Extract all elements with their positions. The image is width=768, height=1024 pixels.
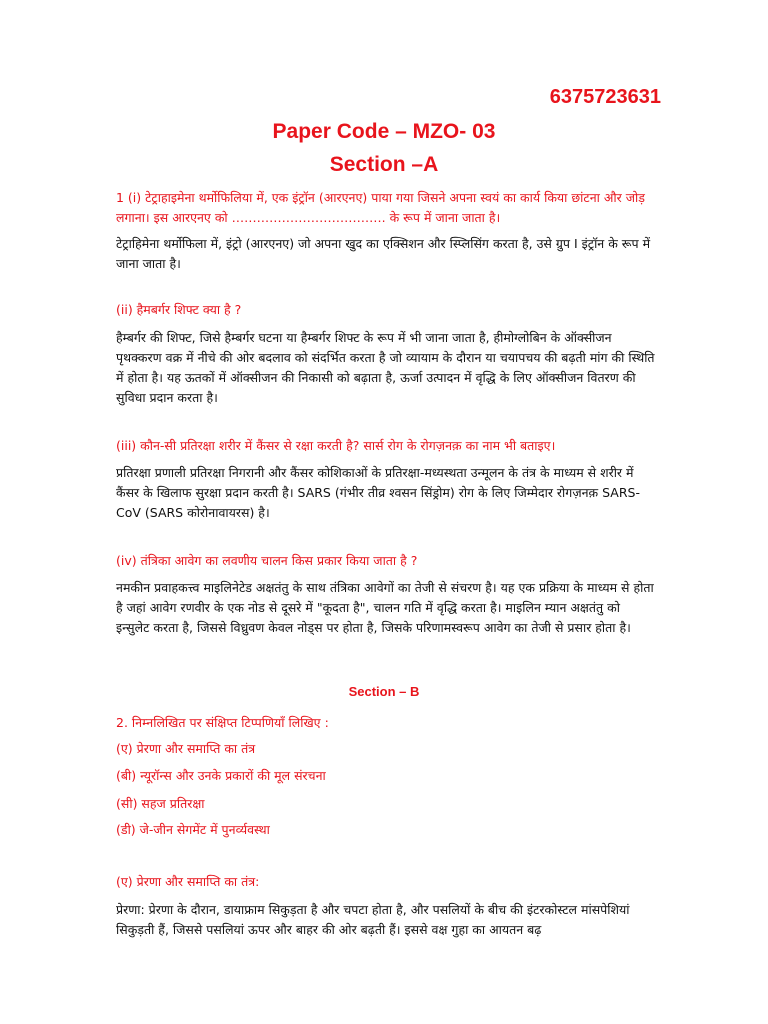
list-item: (ए) प्रेरणा और समाप्ति का तंत्र [116, 741, 256, 756]
question-1 [116, 188, 656, 228]
section-b-question [116, 713, 656, 733]
subheading-text: (ए) प्रेरणा और समाप्ति का तंत्र: [116, 874, 260, 889]
question-3 [116, 436, 656, 456]
answer-1 [116, 234, 656, 274]
section-b-item-c [116, 794, 656, 814]
question-1-text: 1 (i) टेट्राहाइमेना थर्मोफिलिया में, एक इंट्रॉन (आरएनए) पाया गया जिसने अपना स्वयं का कार्य किया छांटना और जोड़ लगाना। इस आरएनए को ………………………………. के रूप में जाना जाता है। [116, 190, 645, 225]
paper-code-title: Paper Code – MZO- 03 [272, 120, 496, 143]
phone-number: 6375723631 [549, 86, 661, 108]
section-b-answer [116, 900, 656, 940]
answer-3-text: प्रतिरक्षा प्रणाली प्रतिरक्षा निगरानी और कैंसर कोशिकाओं के प्रतिरक्षा-मध्यस्थता उन्मूलन के तंत्र के माध्यम से शरीर में कैंसर के खिलाफ सुरक्षा प्रदान करती है। SARS (गंभीर तीव्र श्वसन सिंड्रोम) रोग के लिए जिम्मेदार रोगज़नक़ SARS-CoV (SARS कोरोनावायरस) है। [116, 465, 640, 520]
section-b-item-a [116, 739, 656, 759]
question-2-text: (ii) हैमबर्गर शिफ्ट क्या है ? [116, 302, 242, 317]
question-4 [116, 551, 656, 571]
answer-2 [116, 328, 656, 408]
answer-4 [116, 578, 656, 638]
list-item: (बी) न्यूरॉन्स और उनके प्रकारों की मूल संरचना [116, 768, 326, 783]
answer-3 [116, 463, 656, 523]
answer-1-text: टेट्राहिमेना थर्मोफिला में, इंट्रो (आरएनए) जो अपना खुद का एक्सिशन और स्प्लिसिंग करता है, उसे ग्रुप I इंट्रॉन के रूप में जाना जाता है। [116, 236, 651, 271]
answer-2-text: हैम्बर्गर की शिफ्ट, जिसे हैम्बर्गर घटना या हैम्बर्गर शिफ्ट के रूप में भी जाना जाता है, हीमोग्लोबिन के ऑक्सीजन पृथक्करण वक्र में नीचे की ओर बदलाव को संदर्भित करता है जो व्यायाम के दौरान या चयापचय की बढ़ती मांग की स्थिति में होता है। यह ऊतकों में ऑक्सीजन की निकासी को बढ़ाता है, ऊर्जा उत्पादन में वृद्धि के लिए ऑक्सीजन वितरण की सुविधा प्रदान करता है। [116, 330, 655, 405]
question-3-text: (iii) कौन-सी प्रतिरक्षा शरीर में कैंसर से रक्षा करती है? सार्स रोग के रोगज़नक़ का नाम भी बताइए। [116, 438, 556, 453]
section-b-subheading [116, 872, 656, 892]
section-b-item-b [116, 766, 656, 786]
section-b-heading: 2. निम्नलिखित पर संक्षिप्त टिप्पणियाँ लिखिए : [116, 715, 329, 730]
section-b-title: Section – B [348, 684, 420, 699]
section-b-answer-text: प्रेरणा: प्रेरणा के दौरान, डायाफ्राम सिकुड़ता है और चपटा होता है, और पसलियों के बीच की इंटरकोस्टल मांसपेशियां सिकुड़ती हैं, जिससे पसलियां ऊपर और बाहर की ओर बढ़ती हैं। इससे वक्ष गुहा का आयतन बढ़ [116, 902, 630, 937]
section-b-item-d [116, 820, 656, 840]
list-item: (सी) सहज प्रतिरक्षा [116, 796, 205, 811]
list-item: (डी) जे-जीन सेगमेंट में पुनर्व्यवस्था [116, 822, 270, 837]
answer-4-text: नमकीन प्रवाहकत्त्व माइलिनेटेड अक्षतंतु के साथ तंत्रिका आवेगों का तेजी से संचरण है। यह एक प्रक्रिया के माध्यम से होता है जहां आवेग रणवीर के एक नोड से दूसरे में "कूदता है", चालन गति में वृद्धि करता है। माइलिन म्यान अक्षतंतु को इन्सुलेट करता है, जिससे विध्रुवण केवल नोड्स पर होता है, जिसके परिणामस्वरूप आवेग का तेजी से प्रसार होता है। [116, 580, 654, 635]
section-a-title: Section –A [329, 153, 439, 176]
question-2 [116, 300, 656, 320]
question-4-text: (iv) तंत्रिका आवेग का लवणीय चालन किस प्रकार किया जाता है ? [116, 553, 418, 568]
